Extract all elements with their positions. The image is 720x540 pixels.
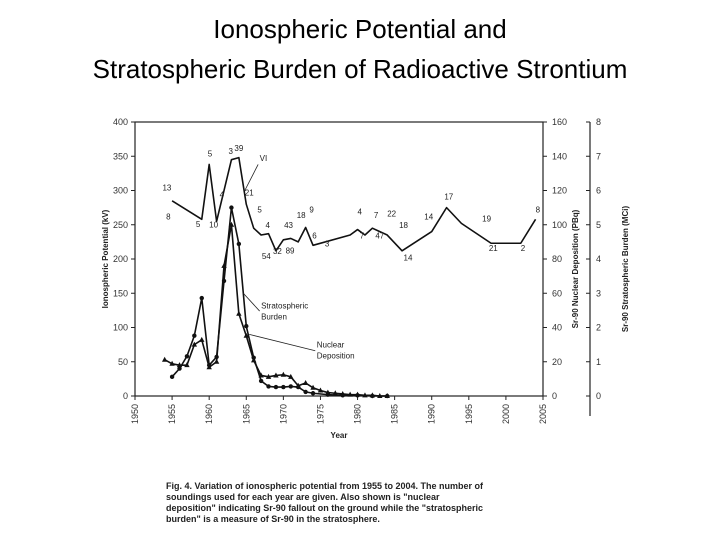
- sample-count-label: 54: [261, 252, 271, 261]
- sample-count-label: 47: [375, 231, 385, 241]
- sample-count-label: 39: [234, 143, 244, 153]
- y-tick-label: 0: [122, 391, 128, 401]
- x-axis-label: Year: [330, 431, 348, 440]
- x-tick-label: 2000: [500, 403, 511, 425]
- caption-line: Fig. 4. Variation of ionospheric potential from 1955 to 2004. The number of: [166, 481, 484, 491]
- y3-tick-label: 6: [596, 185, 602, 196]
- caption-line: burden" is a measure of Sr-90 in the stratosphere.: [166, 514, 380, 524]
- data-point-stratospheric-burden: [192, 334, 196, 338]
- figure-caption: [166, 481, 546, 525]
- sample-count-label: 10: [209, 220, 219, 230]
- data-point-nuclear-deposition: [303, 380, 308, 385]
- data-point-stratospheric-burden: [311, 391, 315, 395]
- y2-tick-label: 100: [552, 219, 568, 230]
- y3-tick-label: 7: [596, 151, 602, 162]
- sample-count-label: 18: [296, 210, 306, 220]
- sample-count-label: 5: [195, 219, 201, 229]
- sample-count-label: 3: [324, 239, 330, 249]
- y3-tick-label: 4: [596, 254, 602, 264]
- data-point-stratospheric-burden: [170, 375, 174, 379]
- data-point-stratospheric-burden: [289, 384, 293, 388]
- x-tick-label: 1955: [167, 404, 178, 425]
- series-annotation-label: Stratospheric: [261, 301, 309, 311]
- y-tick-label: 250: [112, 219, 128, 230]
- sample-count-label: 2: [520, 243, 526, 253]
- y-tick-label: 400: [112, 117, 128, 127]
- sample-count-label: 6: [312, 231, 317, 241]
- sample-count-label: 3: [228, 147, 233, 157]
- chart-series: [162, 158, 536, 399]
- data-point-stratospheric-burden: [259, 379, 263, 383]
- sample-count-label: 5: [207, 149, 213, 159]
- data-point-stratospheric-burden: [200, 296, 204, 300]
- series-annotation-label: VI: [259, 154, 268, 164]
- x-tick-label: 1960: [204, 404, 215, 425]
- y-tick-label: 200: [112, 254, 128, 264]
- sample-count-label: 32: [272, 247, 282, 257]
- data-point-stratospheric-burden: [185, 354, 189, 358]
- y-tick-label: 300: [112, 185, 128, 196]
- caption-line: soundings used for each year are given. Also shown is "nuclear: [166, 492, 440, 502]
- series-line-vi: [172, 158, 535, 251]
- y2-tick-label: 0: [552, 391, 558, 401]
- sample-count-label: 18: [399, 221, 408, 231]
- y3-tick-label: 0: [596, 391, 602, 401]
- y2-tick-label: 120: [552, 185, 568, 196]
- x-tick-label: 1980: [352, 404, 363, 425]
- data-point-nuclear-deposition: [236, 311, 241, 316]
- y-axis-label: Ionospheric Potential (kV): [101, 209, 110, 309]
- sample-count-label: 22: [387, 209, 397, 219]
- y2-tick-label: 20: [552, 356, 563, 367]
- data-point-stratospheric-burden: [274, 385, 278, 389]
- sample-count-label: 8: [166, 212, 171, 222]
- series-annotation-label: Nuclear: [316, 340, 345, 350]
- data-point-nuclear-deposition: [199, 337, 204, 342]
- sample-count-label: 89: [285, 246, 295, 256]
- y2-tick-label: 160: [552, 117, 568, 127]
- y3-axis-label: Sr-90 Stratospheric Burden (MCi): [621, 205, 630, 333]
- page-title-line-2: Stratospheric Burden of Radioactive Strontium: [92, 54, 628, 84]
- sample-count-label: 17: [444, 192, 454, 202]
- leader-line: [243, 293, 259, 311]
- sample-count-label: 21: [488, 243, 498, 253]
- sample-count-label: 14: [424, 212, 434, 222]
- y3-tick-label: 3: [596, 288, 602, 299]
- data-point-stratospheric-burden: [229, 205, 233, 209]
- data-point-stratospheric-burden: [244, 324, 248, 328]
- sample-count-label: 14: [403, 253, 413, 263]
- x-tick-label: 1975: [315, 404, 326, 425]
- x-tick-label: 1950: [130, 404, 140, 425]
- series-annotation-label: Burden: [261, 312, 287, 322]
- sample-count-label: 43: [284, 221, 294, 231]
- x-tick-label: 1970: [278, 404, 289, 425]
- caption-line: deposition" indicating Sr-90 fallout on the ground while the "stratospheric: [166, 503, 484, 513]
- y-tick-label: 150: [112, 288, 128, 299]
- sample-count-label: 4: [219, 190, 225, 200]
- y-tick-label: 100: [112, 322, 128, 333]
- y3-tick-label: 2: [596, 322, 602, 333]
- x-tick-label: 1995: [463, 404, 474, 425]
- page-title-line-1: Ionospheric Potential and: [213, 14, 507, 44]
- data-point-stratospheric-burden: [281, 385, 285, 389]
- y3-tick-label: 5: [596, 219, 602, 230]
- x-tick-label: 1985: [389, 404, 400, 425]
- x-tick-label: 1990: [426, 404, 437, 425]
- leader-line: [245, 164, 258, 190]
- sample-count-label: 4: [357, 207, 362, 217]
- y2-tick-label: 60: [552, 288, 563, 299]
- data-point-nuclear-deposition: [162, 357, 167, 362]
- sample-count-label: 8: [535, 205, 541, 215]
- sample-count-label: 9: [309, 205, 314, 215]
- y2-tick-label: 140: [552, 151, 568, 162]
- sample-count-label: 19: [482, 214, 492, 224]
- leader-line: [249, 334, 315, 350]
- y2-tick-label: 80: [552, 254, 563, 264]
- y3-tick-label: 1: [596, 356, 602, 367]
- y2-axis-label: Sr-90 Nuclear Deposition (PBq): [571, 209, 580, 329]
- y2-tick-label: 40: [552, 322, 563, 333]
- data-point-stratospheric-burden: [266, 384, 270, 388]
- series-annotation-label: Deposition: [316, 351, 355, 361]
- x-tick-label: 2005: [538, 404, 548, 425]
- y-tick-label: 50: [117, 356, 128, 367]
- x-tick-label: 1965: [241, 404, 252, 425]
- sample-count-label: 21: [244, 188, 254, 198]
- sample-count-label: 5: [257, 205, 262, 215]
- y3-tick-label: 8: [596, 117, 602, 127]
- data-point-stratospheric-burden: [237, 242, 241, 246]
- data-point-stratospheric-burden: [303, 390, 307, 394]
- sample-count-label: 4: [265, 221, 271, 231]
- y-tick-label: 350: [112, 151, 128, 162]
- sample-count-label: 7: [359, 231, 365, 241]
- sample-count-label: 13: [162, 183, 172, 193]
- chart-axes: [101, 117, 630, 440]
- sample-count-label: 7: [373, 210, 379, 220]
